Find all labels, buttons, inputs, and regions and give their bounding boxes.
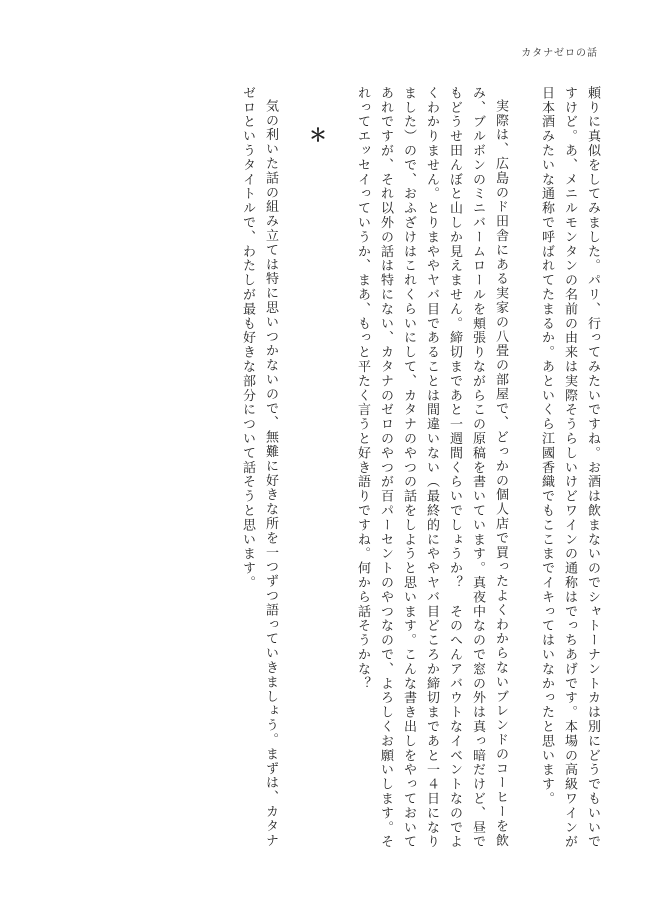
essay-body bbox=[74, 86, 604, 856]
paragraph-spacer bbox=[328, 86, 351, 856]
section-break-asterisk: ＊ bbox=[306, 126, 327, 144]
paragraph-2: 実際は、広島のド田舎にある実家の八畳の部屋で、どっかの個人店で買ったよくわからないブレンドのコーヒーを飲み、ブルボンのミニバームロールを頬張りながらこの原稿を書いています。真夜中なので窓の外は真っ暗だけど、昼でもどうせ田んぼと山しか見えません。締切まであと一週間くらいでしょうか？ そのへんアバウトなイベントなのでよくわかりません。とりまややヤバ目であることは間違いない（最終的にややヤバ目どころか締切まであと一４日になりました）ので、おふざけはこれくらいにして、カタナのやつの話をしようと思います。こんな書き出しをやっておいてあれですが、それ以外の話は特にない、カタナのゼロのやつが百パーセントのやつなので、よろしくお願いします。それってエッセイっていうか、まあ、もっと平たく言うと好き語りですね。何から話そうかな？ bbox=[355, 86, 508, 850]
paragraph-1: 頼りに真似をしてみました。パリ、行ってみたいですね。お酒は飲まないのでシャトーナントカは別にどうでもいいですけど。あ、メニルモンタンの名前の由来は実際そうらしいけどワインの通称はでっちあげです。本場の高級ワインが日本酒みたいな通称で呼ばれてたまるか。あといくら江國香織でもここまでイキってはいなかったと思います。 bbox=[539, 86, 600, 850]
paragraph-spacer bbox=[282, 86, 305, 856]
paragraph-spacer bbox=[512, 86, 535, 856]
paragraph-3: 気の利いた話の組み立ては特に思いつかないので、無難に好きな所を一つずつ語っていきましょう。まずは、カタナゼロというタイトルで、わたしが最も好きな部分について話そうと思います。 bbox=[240, 86, 278, 848]
running-header-title: カタナゼロの話 bbox=[521, 48, 598, 59]
